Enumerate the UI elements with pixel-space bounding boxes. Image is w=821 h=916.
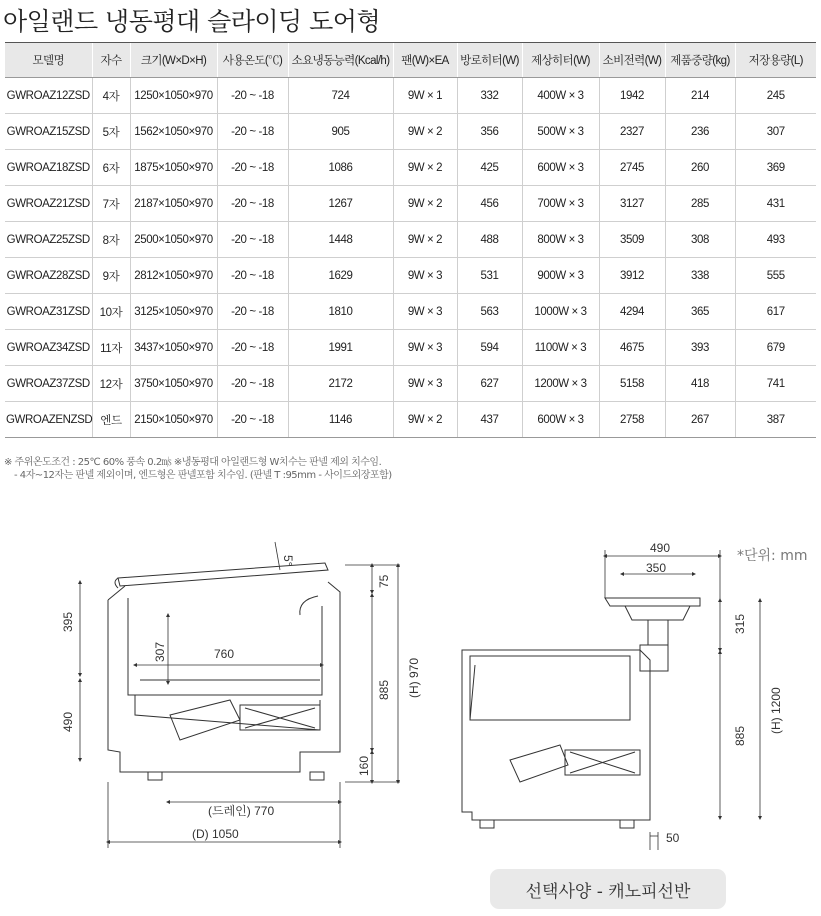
canopy-dim-885: 885: [733, 725, 747, 746]
table-cell: 1000W × 3: [522, 294, 599, 330]
table-cell: 3437×1050×970: [130, 330, 217, 366]
table-cell: 531: [457, 258, 522, 294]
table-cell: 9자: [92, 258, 130, 294]
column-header: 모델명: [5, 43, 92, 78]
column-header: 팬(W)×EA: [393, 43, 457, 78]
table-cell: 9W × 3: [393, 330, 457, 366]
table-cell: 9W × 3: [393, 258, 457, 294]
table-cell: 214: [665, 78, 735, 114]
table-row: [5, 222, 816, 258]
table-cell: 365: [665, 294, 735, 330]
table-cell: 594: [457, 330, 522, 366]
canopy-dim-315: 315: [733, 613, 747, 634]
table-cell: 10자: [92, 294, 130, 330]
table-cell: 5158: [599, 366, 665, 402]
table-cell: 3750×1050×970: [130, 366, 217, 402]
column-header: 사용온도(℃): [217, 43, 288, 78]
table-cell: 425: [457, 150, 522, 186]
column-header: 소요냉동능력(Kcal/h): [288, 43, 393, 78]
table-cell: 8자: [92, 222, 130, 258]
table-row: [5, 366, 816, 402]
table-cell: 679: [735, 330, 816, 366]
table-row: [5, 114, 816, 150]
table-cell: 1448: [288, 222, 393, 258]
table-cell: -20 ~ -18: [217, 150, 288, 186]
table-cell: 2745: [599, 150, 665, 186]
page-title: 아일랜드 냉동평대 슬라이딩 도어형: [3, 7, 381, 36]
unit-label: *단위: mm: [737, 548, 808, 564]
dim-depth: (D) 1050: [192, 827, 239, 841]
table-cell: 236: [665, 114, 735, 150]
table-cell: 9W × 2: [393, 222, 457, 258]
table-cell: -20 ~ -18: [217, 402, 288, 438]
table-cell: 437: [457, 402, 522, 438]
footnote: [4, 456, 392, 482]
table-cell: 400W × 3: [522, 78, 599, 114]
table-cell: GWROAZENZSD: [5, 402, 92, 438]
table-cell: 617: [735, 294, 816, 330]
canopy-dim-50: 50: [666, 831, 680, 845]
table-cell: GWROAZ28ZSD: [5, 258, 92, 294]
table-row: [5, 330, 816, 366]
table-cell: 4자: [92, 78, 130, 114]
table-cell: -20 ~ -18: [217, 330, 288, 366]
table-body: [5, 78, 816, 438]
table-cell: 1100W × 3: [522, 330, 599, 366]
table-cell: 2758: [599, 402, 665, 438]
spec-table: [5, 42, 816, 438]
table-cell: GWROAZ37ZSD: [5, 366, 92, 402]
table-cell: 800W × 3: [522, 222, 599, 258]
canopy-dim-350: 350: [646, 561, 667, 575]
table-cell: 555: [735, 258, 816, 294]
table-cell: 1562×1050×970: [130, 114, 217, 150]
table-cell: 267: [665, 402, 735, 438]
table-cell: 4294: [599, 294, 665, 330]
canopy-dim-490: 490: [650, 541, 671, 555]
table-cell: 2150×1050×970: [130, 402, 217, 438]
table-cell: 905: [288, 114, 393, 150]
table-cell: 308: [665, 222, 735, 258]
table-cell: 12자: [92, 366, 130, 402]
column-header: 소비전력(W): [599, 43, 665, 78]
dim-307: 307: [153, 641, 167, 662]
table-cell: 418: [665, 366, 735, 402]
table-cell: 741: [735, 366, 816, 402]
table-cell: GWROAZ12ZSD: [5, 78, 92, 114]
table-cell: 245: [735, 78, 816, 114]
table-cell: 493: [735, 222, 816, 258]
footnote-line: ※ 주위온도조건 : 25℃ 60% 풍속 0.2㎧ ※냉동평대 아일랜드형 W치수는 판넬 제외 치수임.: [4, 457, 382, 468]
table-row: [5, 294, 816, 330]
table-cell: 338: [665, 258, 735, 294]
table-cell: 260: [665, 150, 735, 186]
table-cell: GWROAZ34ZSD: [5, 330, 92, 366]
table-cell: 1267: [288, 186, 393, 222]
table-cell: 1629: [288, 258, 393, 294]
table-cell: 11자: [92, 330, 130, 366]
table-cell: 9W × 2: [393, 402, 457, 438]
table-cell: 900W × 3: [522, 258, 599, 294]
table-cell: GWROAZ15ZSD: [5, 114, 92, 150]
table-cell: 431: [735, 186, 816, 222]
table-cell: 2172: [288, 366, 393, 402]
table-cell: 2327: [599, 114, 665, 150]
table-cell: GWROAZ18ZSD: [5, 150, 92, 186]
table-cell: 488: [457, 222, 522, 258]
column-header: 방로히터(W): [457, 43, 522, 78]
table-cell: -20 ~ -18: [217, 78, 288, 114]
table-row: [5, 78, 816, 114]
table-row: [5, 150, 816, 186]
table-cell: -20 ~ -18: [217, 258, 288, 294]
column-header: 제품중량(kg): [665, 43, 735, 78]
table-cell: 1942: [599, 78, 665, 114]
table-cell: 1875×1050×970: [130, 150, 217, 186]
table-cell: 369: [735, 150, 816, 186]
dim-490: 490: [61, 711, 75, 732]
table-cell: 3509: [599, 222, 665, 258]
table-cell: 500W × 3: [522, 114, 599, 150]
table-cell: 3125×1050×970: [130, 294, 217, 330]
table-cell: 600W × 3: [522, 402, 599, 438]
table-cell: -20 ~ -18: [217, 294, 288, 330]
dim-h970: (H) 970: [407, 657, 421, 698]
table-cell: 456: [457, 186, 522, 222]
table-cell: 9W × 1: [393, 78, 457, 114]
table-cell: 563: [457, 294, 522, 330]
dim-885: 885: [377, 679, 391, 700]
table-cell: -20 ~ -18: [217, 114, 288, 150]
dim-395: 395: [61, 611, 75, 632]
table-cell: 307: [735, 114, 816, 150]
table-cell: 1991: [288, 330, 393, 366]
table-cell: 393: [665, 330, 735, 366]
table-cell: GWROAZ21ZSD: [5, 186, 92, 222]
side-view-drawing: [108, 563, 340, 780]
table-row: [5, 258, 816, 294]
footnote-line: - 4자~12자는 판넬 제외이며, 엔드형은 판넬포함 치수임. (판넬 T :95mm - 사이드외장포함): [14, 470, 392, 481]
dim-drain: (드레인) 770: [208, 804, 275, 818]
column-header: 크기(W×D×H): [130, 43, 217, 78]
table-cell: 1146: [288, 402, 393, 438]
table-cell: 285: [665, 186, 735, 222]
table-cell: 3912: [599, 258, 665, 294]
table-cell: -20 ~ -18: [217, 222, 288, 258]
table-cell: 332: [457, 78, 522, 114]
table-cell: GWROAZ31ZSD: [5, 294, 92, 330]
table-row: [5, 402, 816, 438]
table-cell: 2812×1050×970: [130, 258, 217, 294]
table-cell: 7자: [92, 186, 130, 222]
column-header: 제상히터(W): [522, 43, 599, 78]
table-cell: 3127: [599, 186, 665, 222]
dim-760: 760: [214, 647, 235, 661]
column-header: 자수: [92, 43, 130, 78]
table-cell: 700W × 3: [522, 186, 599, 222]
technical-drawing: [0, 520, 821, 860]
table-cell: 9W × 2: [393, 150, 457, 186]
table-row: [5, 186, 816, 222]
table-cell: 356: [457, 114, 522, 150]
table-cell: 600W × 3: [522, 150, 599, 186]
dim-160: 160: [357, 755, 371, 776]
canopy-view-drawing: [462, 598, 700, 828]
table-cell: 6자: [92, 150, 130, 186]
table-cell: 2187×1050×970: [130, 186, 217, 222]
table-cell: 9W × 2: [393, 114, 457, 150]
table-cell: -20 ~ -18: [217, 366, 288, 402]
dim-75: 75: [377, 574, 391, 588]
column-header: 저장용량(L): [735, 43, 816, 78]
table-cell: 2500×1050×970: [130, 222, 217, 258]
table-cell: 1810: [288, 294, 393, 330]
option-canopy-shelf-button[interactable]: 선택사양 - 캐노피선반: [490, 869, 726, 909]
table-cell: 1250×1050×970: [130, 78, 217, 114]
table-cell: 627: [457, 366, 522, 402]
table-cell: 1086: [288, 150, 393, 186]
table-cell: 724: [288, 78, 393, 114]
table-cell: 387: [735, 402, 816, 438]
table-cell: 엔드: [92, 402, 130, 438]
table-cell: 9W × 3: [393, 294, 457, 330]
table-cell: GWROAZ25ZSD: [5, 222, 92, 258]
table-cell: 9W × 3: [393, 366, 457, 402]
table-cell: -20 ~ -18: [217, 186, 288, 222]
table-cell: 9W × 2: [393, 186, 457, 222]
table-cell: 4675: [599, 330, 665, 366]
angle-label: 5°: [281, 555, 295, 567]
canopy-dim-h1200: (H) 1200: [769, 687, 783, 734]
table-header-row: [5, 43, 816, 78]
table-cell: 1200W × 3: [522, 366, 599, 402]
canopy-view-dimensions: [605, 550, 760, 850]
table-cell: 5자: [92, 114, 130, 150]
